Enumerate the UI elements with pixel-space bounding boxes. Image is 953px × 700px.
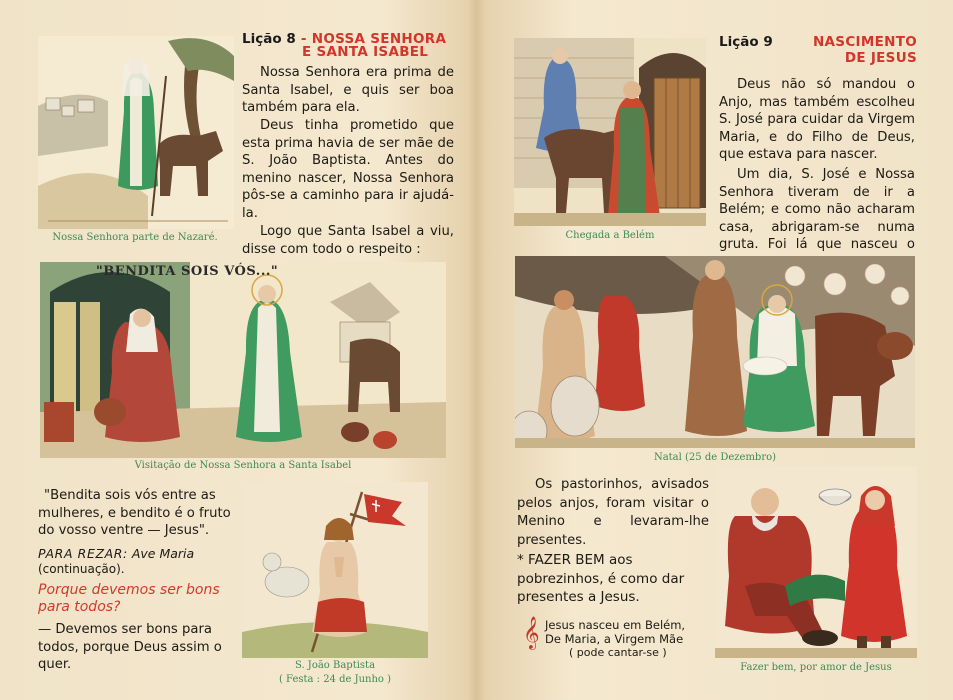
lesson-9-label: Lição 9 — [719, 34, 773, 50]
illustration-visitation — [40, 262, 446, 458]
prayer-name: Ave Maria — [131, 546, 195, 561]
illustration-charity — [715, 466, 917, 658]
lesson-8-title-line2: E SANTA ISABEL — [302, 44, 429, 60]
lesson-8-title-line1: - NOSSA SENHORA — [300, 31, 447, 47]
caption-charity: Fazer bem, por amor de Jesus — [740, 662, 892, 673]
lesson-8-paragraph-2: Deus tinha prometido que esta prima havia de ser mãe de S. João Baptista. Antes do menino nascer, Nossa Senhora pôs-se a caminho para ir ajudá-la. — [242, 118, 454, 221]
caption-st-john-feast: ( Festa : 24 de Junho ) — [278, 674, 392, 685]
caption-arrival: Chegada a Belém — [565, 230, 655, 241]
caption-nativity: Natal (25 de Dezembro) — [653, 452, 777, 463]
treble-clef-icon: 𝄞 — [523, 616, 540, 649]
lesson-9-title-line1: NASCIMENTO — [812, 34, 917, 50]
prayer-label: PARA REZAR: — [38, 546, 128, 561]
prayer-note: (continuação). — [38, 562, 125, 576]
lesson-8-paragraph-3: Logo que Santa Isabel a viu, disse com todo o respeito : — [242, 224, 454, 257]
lesson-9-paragraph-2-text: Um dia, S. José e Nossa Senhora tiveram de ir a Belém; e como não acharam casa, abrigaram-se numa gruta. Foi lá que nasceu o — [719, 167, 915, 253]
song-line-2: De Maria, a Virgem Mãe — [545, 632, 684, 646]
good-deed-note: * FAZER BEM aos pobrezinhos, é como dar presentes a Jesus. — [517, 552, 685, 605]
visitation-banner: "BENDITA SOIS VÓS..." — [96, 264, 279, 279]
song-line-1: Jesus nasceu em Belém, — [545, 618, 686, 632]
caption-visitation: Visitação de Nossa Senhora a Santa Isabel — [134, 460, 352, 471]
illustration-nativity — [515, 256, 915, 448]
lesson-answer: — Devemos ser bons para todos, porque Deus assim o quer. — [38, 622, 222, 673]
illustration-st-john — [242, 482, 428, 658]
lesson-9-paragraph-1: Deus não só mandou o Anjo, mas também escolheu S. José para cuidar da Virgem Maria, e do Filho de Deus, que estava para nascer. — [719, 77, 915, 163]
caption-st-john: S. João Baptista — [294, 660, 376, 671]
lesson-question: Porque devemos ser bons para todos? — [38, 582, 220, 615]
caption-departure: Nossa Senhora parte de Nazaré. — [52, 232, 218, 243]
lesson-9-title-line2: DE JESUS — [844, 50, 917, 66]
right-page — [477, 0, 953, 700]
illustration-departure-nazareth — [38, 36, 234, 229]
elizabeth-quote: "Bendita sois vós entre as mulheres, e bendito é o fruto do vosso ventre — Jesus". — [38, 488, 231, 539]
left-page — [0, 0, 476, 700]
lesson-8-label: Lição 8 — [242, 31, 296, 47]
lesson-8-paragraph-1: Nossa Senhora era prima de Santa Isabel, e quis ser boa também para ela. — [242, 65, 454, 116]
shepherds-paragraph: Os pastorinhos, avisados pelos anjos, foram visitar o Menino e levaram-lhe presentes. — [517, 477, 709, 548]
song-line-3: ( pode cantar-se ) — [569, 646, 667, 659]
prayer-instruction — [38, 546, 238, 562]
illustration-arrival-bethlehem — [514, 38, 706, 226]
